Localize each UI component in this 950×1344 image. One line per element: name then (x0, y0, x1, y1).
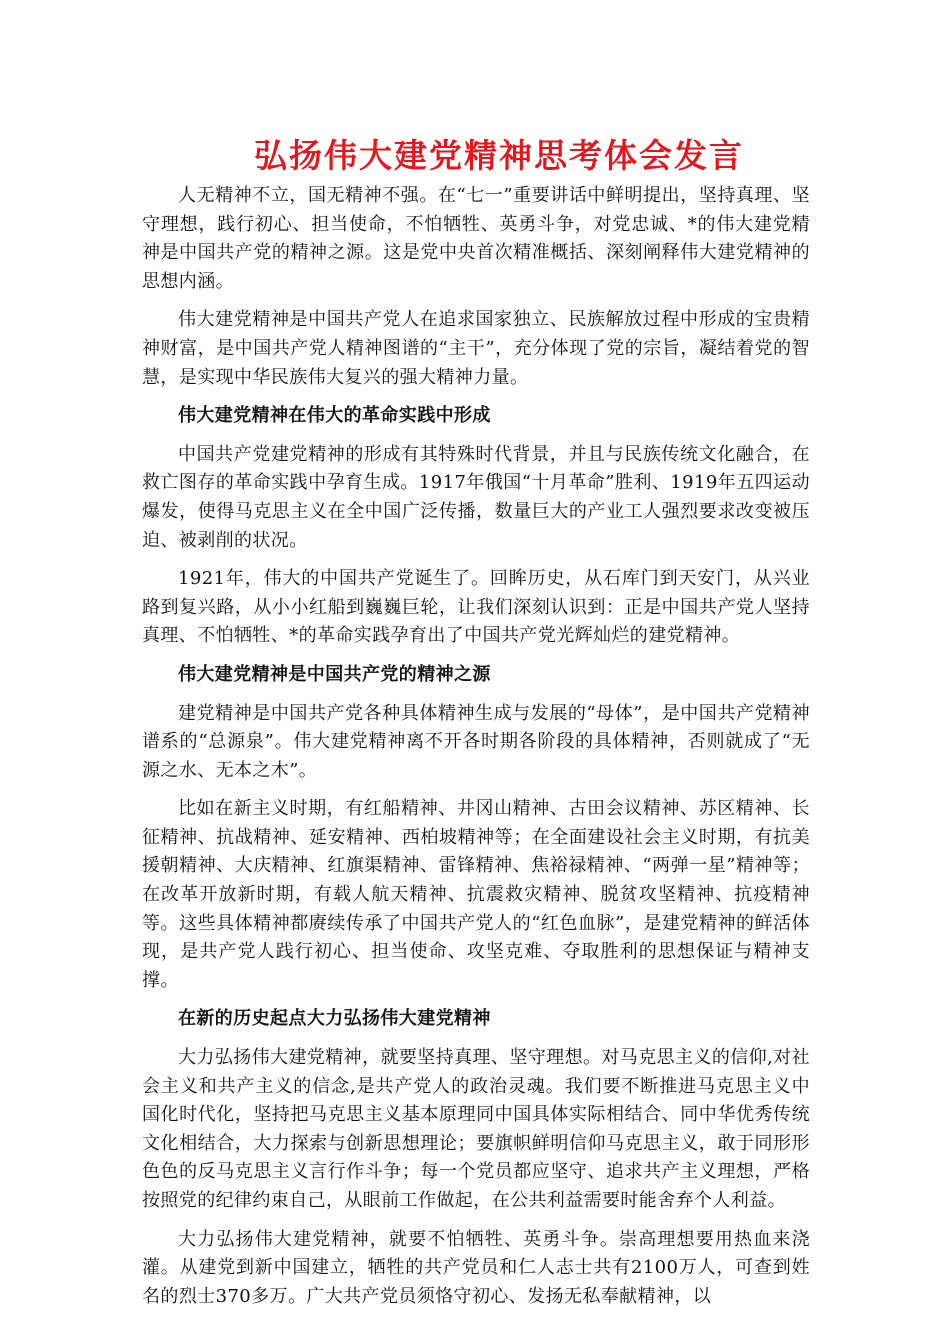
paragraph: 大力弘扬伟大建党精神，就要坚持真理、坚守理想。对马克思主义的信仰,对社会主义和共产主义的信念,是共产党人的政治灵魂。我们要不断推进马克思主义中国化时代化，坚持把马克思主义基本原理同中国具体实际相结合、同中华优秀传统文化相结合，大力探索与创新思想理论；要旗帜鲜明信仰马克思主义，敢于同形形色色的反马克思主义言行作斗争；每一个党员都应坚守、追求共产主义理想，严格按照党的纪律约束自己，从眼前工作做起，在公共利益需要时能舍弃个人利益。 (142, 1047, 810, 1211)
paragraph: 建党精神是中国共产党各种具体精神生成与发展的“母体”，是中国共产党精神谱系的“总源泉”。伟大建党精神离不开各时期各阶段的具体精神，否则就成了“无源之水、无本之木”。 (142, 702, 810, 781)
paragraph: 中国共产党建党精神的形成有其特殊时代背景，并且与民族传统文化融合，在救亡图存的革命实践中孕育生成。1917年俄国“十月革命”胜利、1919年五四运动爆发，使得马克思主义在全中国广泛传播，数量巨大的产业工人强烈要求改变被压迫、被剥削的状况。 (142, 443, 810, 551)
section-heading: 在新的历史起点大力弘扬伟大建党精神 (178, 1008, 491, 1030)
document-body (142, 182, 810, 1321)
paragraph: 伟大建党精神是中国共产党人在追求国家独立、民族解放过程中形成的宝贵精神财富，是中国共产党人精神图谱的“主干”，充分体现了党的宗旨，凝结着党的智慧，是实现中华民族伟大复兴的强大精神力量。 (142, 309, 810, 388)
section-heading: 伟大建党精神是中国共产党的精神之源 (178, 663, 491, 685)
document-title: 弘扬伟大建党精神思考体会发言 (254, 136, 744, 175)
section-heading: 伟大建党精神在伟大的革命实践中形成 (178, 405, 491, 427)
paragraph: 大力弘扬伟大建党精神，就要不怕牺牲、英勇斗争。崇高理想要用热血来浇灌。从建党到新中国建立，牺牲的共产党员和仁人志士共有2100万人，可查到姓名的烈士370多万。广大共产党员须恪守初心、发扬无私奉献精神，以 (142, 1228, 810, 1307)
paragraph: 比如在新主义时期，有红船精神、井冈山精神、古田会议精神、苏区精神、长征精神、抗战精神、延安精神、西柏坡精神等；在全面建设社会主义时期，有抗美援朝精神、大庆精神、红旗渠精神、雷锋精神、焦裕禄精神、“两弹一星”精神等；在改革开放新时期，有载人航天精神、抗震救灾精神、脱贫攻坚精神、抗疫精神等。这些具体精神都赓续传承了中国共产党人的“红色血脉”，是建党精神的鲜活体现，是共产党人践行初心、担当使命、攻坚克难、夺取胜利的思想保证与精神支撑。 (142, 798, 810, 991)
paragraph: 1921年，伟大的中国共产党诞生了。回眸历史，从石库门到天安门，从兴业路到复兴路，从小小红船到巍巍巨轮，让我们深刻认识到：正是中国共产党人坚持真理、不怕牺牲、*的革命实践孕育出了中国共产党光辉灿烂的建党精神。 (142, 568, 810, 647)
paragraph: 人无精神不立，国无精神不强。在“七一”重要讲话中鲜明提出，坚持真理、坚守理想，践行初心、担当使命，不怕牺牲、英勇斗争，对党忠诚、*的伟大建党精神是中国共产党的精神之源。这是党中央首次精准概括、深刻阐释伟大建党精神的思想内涵。 (142, 185, 810, 292)
